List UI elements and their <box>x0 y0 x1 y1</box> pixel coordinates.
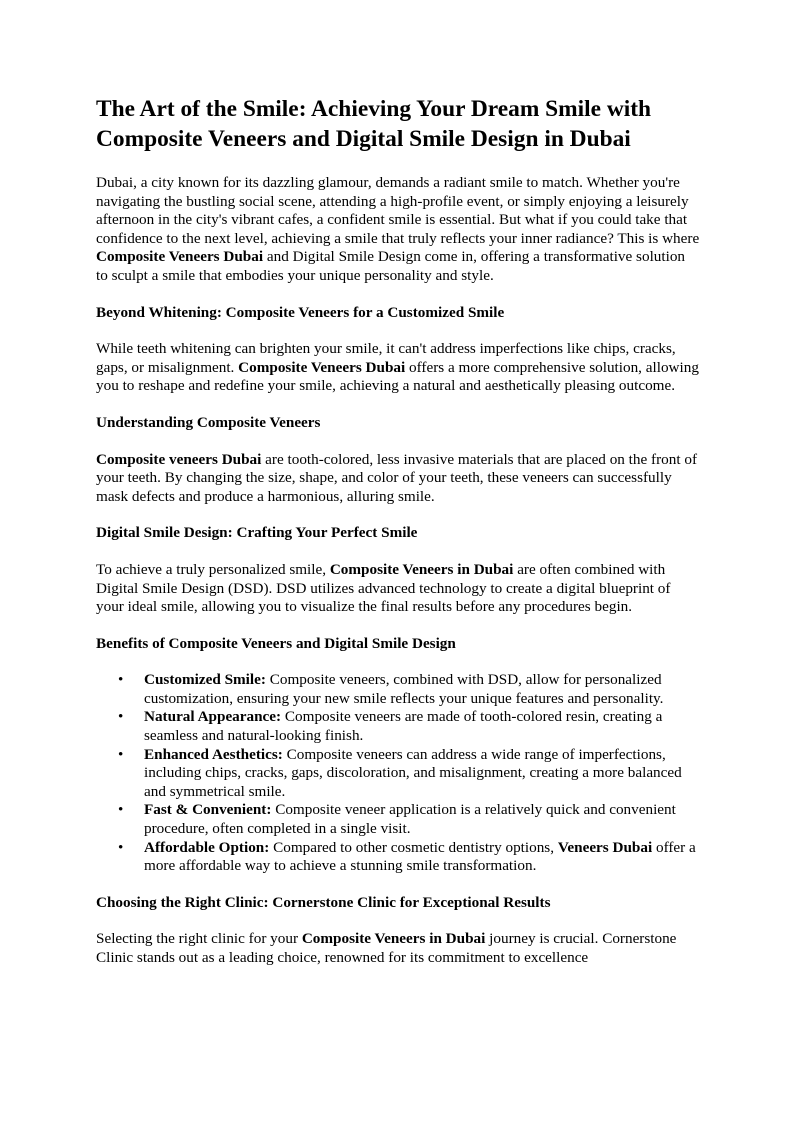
section3-heading: Digital Smile Design: Crafting Your Perfect Smile <box>96 524 418 542</box>
list-item-text-2: offer a more affordable way to achieve a stunning smile transformation. <box>144 838 696 875</box>
list-item <box>118 708 700 745</box>
section1-heading: Beyond Whitening: Composite Veneers for a Customized Smile <box>96 303 505 321</box>
section2-keyword: Composite veneers Dubai <box>96 450 262 468</box>
list-item-label: Affordable Option: <box>144 838 270 856</box>
bullet-icon: • <box>118 745 124 763</box>
section4-heading: Benefits of Composite Veneers and Digital Smile Design <box>96 634 456 652</box>
list-item-keyword: Veneers Dubai <box>557 838 653 856</box>
section2-text-1: are tooth-colored, less invasive materials that are placed on the front of your teeth. By changing the size, shape, and color of your teeth, these veneers can successfully mask defects and produce a harmonious, alluring smile. <box>96 450 698 505</box>
section3-keyword: Composite Veneers in Dubai <box>329 560 514 578</box>
intro-keyword: Composite Veneers Dubai <box>96 248 264 266</box>
section5-text-1: Selecting the right clinic for your <box>96 930 302 948</box>
section5-text-2: journey is crucial. Cornerstone Clinic stands out as a leading choice, renowned for its commitment to excellence <box>96 930 677 966</box>
intro-text-1: Dubai, a city known for its dazzling glamour, demands a radiant smile to match. Whether you're navigating the bustling social scene, attending a high-profile event, or simply enjoying a leisurely afternoon in the city's vibrant cafes, a confident smile is essential. But what if you could take that confidence to the next level, achieving a smile that truly reflects your inner radiance? This is where <box>96 174 700 247</box>
list-item-text: Composite veneers, combined with DSD, allow for personalized customization, ensuring your new smile reflects your unique features and personality. <box>144 671 664 707</box>
section1-keyword: Composite Veneers Dubai <box>238 358 406 376</box>
list-item <box>118 671 700 708</box>
section5-heading: Choosing the Right Clinic: Cornerstone Clinic for Exceptional Results <box>96 893 551 911</box>
document-page <box>96 94 700 986</box>
section5-paragraph <box>96 930 700 967</box>
section3-text-2: are often combined with Digital Smile Design (DSD). DSD utilizes advanced technology to create a digital blueprint of your ideal smile, allowing you to visualize the final results before any procedures begin. <box>96 560 671 616</box>
section1-paragraph <box>96 340 700 396</box>
intro-text-2: and Digital Smile Design come in, offering a transformative solution to sculpt a smile that embodies your unique personality and style. <box>96 248 686 284</box>
list-item-text: Composite veneer application is a relatively quick and convenient procedure, often completed in a single visit. <box>144 801 676 838</box>
benefits-list <box>96 671 700 876</box>
section1-text-2: offers a more comprehensive solution, allowing you to reshape and redefine your smile, achieving a natural and aesthetically pleasing outcome. <box>96 358 699 395</box>
list-item-text: Composite veneers are made of tooth-colored resin, creating a seamless and natural-looking finish. <box>144 708 663 745</box>
list-item <box>118 745 700 802</box>
list-item <box>118 838 700 876</box>
bullet-icon: • <box>118 708 124 726</box>
bullet-icon: • <box>118 671 124 689</box>
intro-paragraph <box>96 174 700 286</box>
document-title: The Art of the Smile: Achieving Your Dream Smile with Composite Veneers and Digital Smile Design in Dubai <box>96 96 652 152</box>
section1-text-1: While teeth whitening can brighten your smile, it can't address imperfections like chips, cracks, gaps, or misalignment. <box>96 340 676 376</box>
section2-heading: Understanding Composite Veneers <box>96 413 321 431</box>
list-item-label: Enhanced Aesthetics: <box>144 745 283 763</box>
list-item-label: Natural Appearance: <box>144 708 282 726</box>
section3-paragraph <box>96 561 700 617</box>
section3-text-1: To achieve a truly personalized smile, <box>96 560 330 578</box>
bullet-icon: • <box>118 838 124 856</box>
section2-paragraph <box>96 451 700 507</box>
bullet-icon: • <box>118 801 124 819</box>
list-item-label: Fast & Convenient: <box>144 801 272 819</box>
list-item-text: Compared to other cosmetic dentistry options, <box>269 838 558 856</box>
list-item <box>118 801 700 838</box>
section5-keyword: Composite Veneers in Dubai <box>301 930 486 948</box>
list-item-label: Customized Smile: <box>144 671 266 689</box>
list-item-text: Composite veneers can address a wide range of imperfections, including chips, cracks, gaps, discoloration, and misalignment, creating a more balanced and symmetrical smile. <box>144 745 682 800</box>
